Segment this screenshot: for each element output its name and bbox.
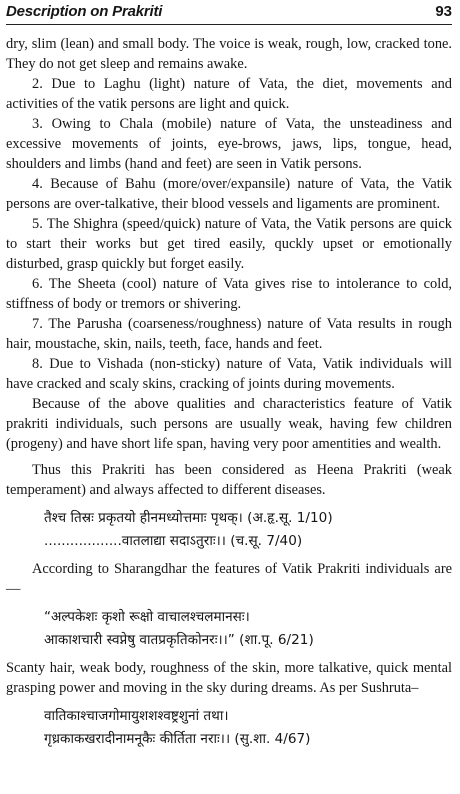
sanskrit-verse-block xyxy=(6,606,452,652)
paragraph: 7. The Parusha (coarseness/roughness) nature of Vata results in rough hair, moustache, skin, nails, teeth, face, hands and feet. xyxy=(6,316,452,352)
chapter-title: Description on Prakriti xyxy=(6,3,163,20)
sanskrit-verse-line: आकाशचारी स्वप्नेषु वातप्रकृतिकोनरः।।” (शा.पू. 6/21) xyxy=(44,632,314,648)
paragraph: Scanty hair, weak body, roughness of the skin, more talkative, quick mental grasping power and moving in the sky during dreams. As per Sushruta– xyxy=(6,660,452,696)
page-number: 93 xyxy=(435,3,452,20)
paragraph: 4. Because of Bahu (more/over/expansile) nature of Vata, the Vatik persons are over-talkative, their blood vessels and ligaments are prominent. xyxy=(6,176,452,212)
sanskrit-verse-line: तैश्च तिस्रः प्रकृतयो हीनमध्योत्तमाः पृथक्। (अ.हृ.सू. 1/10) xyxy=(44,510,333,526)
paragraph: 5. The Shighra (speed/quick) nature of Vata, the Vatik persons are quick to start their works but get tired easily, quckly upset or emotionally disturbed, grasp quickly but forget easily. xyxy=(6,216,452,272)
paragraph: 6. The Sheeta (cool) nature of Vata gives rise to intolerance to cold, stiffness of body or tremors or shivering. xyxy=(6,276,452,312)
sanskrit-verse-line: गृध्रकाकखरादीनामनूकैः कीर्तिता नराः।। (सु.शा. 4/67) xyxy=(44,731,311,747)
paragraph: 8. Due to Vishada (non-sticky) nature of Vata, Vatik individuals will have cracked and scaly skins, cracking of joints during movements. xyxy=(6,356,452,392)
body-text xyxy=(6,34,452,757)
paragraph: According to Sharangdhar the features of Vatik Prakriti individuals are— xyxy=(6,561,452,597)
sanskrit-verse-block xyxy=(6,507,452,553)
paragraph: dry, slim (lean) and small body. The voice is weak, rough, low, cracked tone. They do not get sleep and remains awake. xyxy=(6,36,452,72)
sanskrit-verse-block xyxy=(6,705,452,751)
running-header xyxy=(6,2,452,25)
paragraph: Thus this Prakriti has been considered as Heena Prakriti (weak temperament) and always affected to different diseases. xyxy=(6,462,452,498)
sanskrit-verse-line: वातिकाश्चाजगोमायुशशश्वष्ट्रशुनां तथा। xyxy=(44,708,229,724)
sanskrit-verse-line: “अल्पकेशः कृशो रूक्षो वाचालश्चलमानसः। xyxy=(44,609,250,625)
paragraph: 3. Owing to Chala (mobile) nature of Vata, the unsteadiness and excessive movements of joints, eye-brows, jaws, lips, tongue, head, shoulders and limbs (hand and feet) are seen in Vatik persons. xyxy=(6,116,452,172)
paragraph: 2. Due to Laghu (light) nature of Vata, the diet, movements and activities of the vatik persons are light and quick. xyxy=(6,76,452,112)
sanskrit-verse-line: ..................वातलाद्या सदाऽतुराः।। (च.सू. 7/40) xyxy=(44,533,303,549)
paragraph: Because of the above qualities and characteristics feature of Vatik prakriti individuals, such persons are usually weak, having few children (progeny) and have short life span, having very poor amentities and wealth. xyxy=(6,396,452,452)
